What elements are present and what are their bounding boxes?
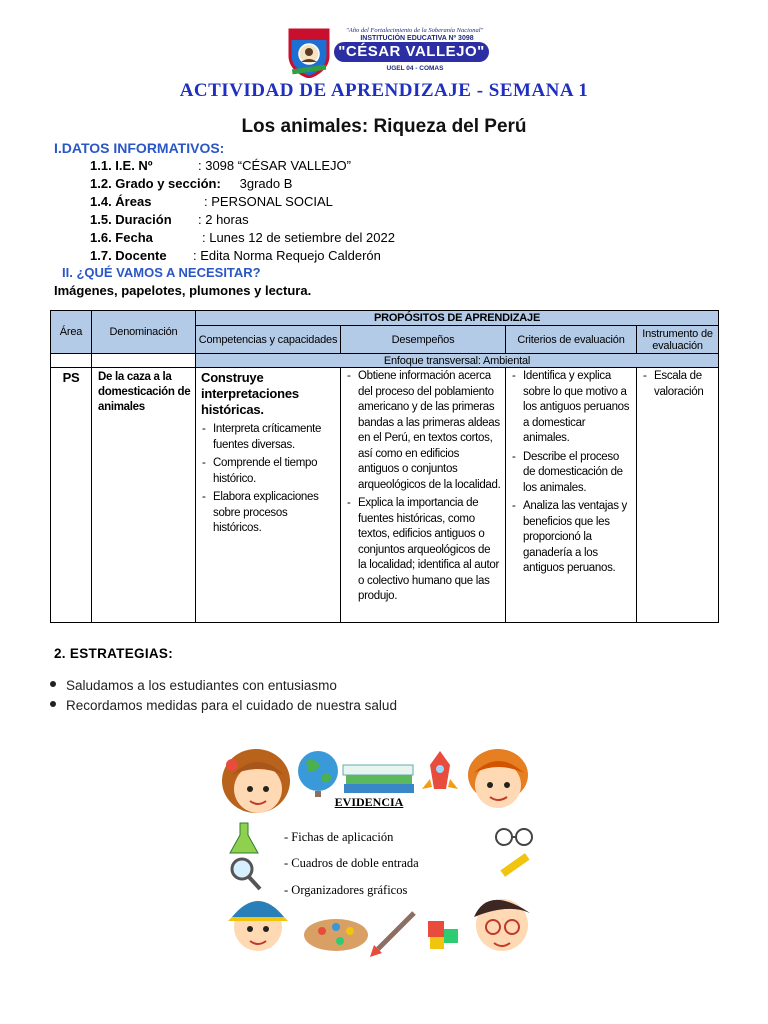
- instrumento-cell: [637, 368, 719, 623]
- header-propositos: PROPÓSITOS DE APRENDIZAJE: [196, 311, 719, 326]
- list-item: - Analiza las ventajas y beneficios que les proporcionó la ganadería a los antiguos peruanos.: [512, 499, 632, 577]
- globe-icon: [298, 751, 338, 797]
- header-competencias: Competencias y capacidades: [196, 326, 341, 354]
- list-item: [50, 678, 337, 693]
- magnifier-icon: [232, 859, 260, 889]
- list-item: [50, 698, 397, 713]
- header-instrumento: Instrumento de evaluación: [637, 326, 719, 354]
- header-criterios: Criterios de evaluación: [506, 326, 637, 354]
- list-item: - Describe el proceso de domesticación de los animales.: [512, 450, 632, 497]
- info-label: 1.1. I.E. Nº: [90, 158, 153, 173]
- empty-cell: [92, 354, 196, 368]
- list-item: - Elabora explicaciones sobre procesos históricos.: [202, 490, 336, 537]
- info-row-ie: [90, 158, 351, 173]
- learning-purposes-table: [50, 310, 719, 623]
- materials-text: Imágenes, papelotes, plumones y lectura.: [54, 283, 312, 298]
- info-row-duracion: [90, 212, 249, 227]
- pencil-icon: [500, 853, 529, 877]
- list-item: - Cuadros de doble entrada: [284, 856, 419, 870]
- strategy-text: Saludamos a los estudiantes con entusiasmo: [66, 678, 337, 693]
- empty-cell: [51, 354, 92, 368]
- rocket-icon: [422, 751, 458, 789]
- books-icon: [343, 765, 414, 793]
- bullet-icon: [50, 681, 56, 687]
- info-row-fecha: [90, 230, 395, 245]
- info-value: 3grado B: [236, 176, 293, 191]
- list-item: - Obtiene información acerca del proceso del poblamiento americano y de las primeras bandas a las primeras aldeas en el Perú, en textos cortos, así como en edificios antiguos o conjuntos arqueológicos de la localidad.: [347, 369, 501, 493]
- strategy-text: Recordamos medidas para el cuidado de nuestra salud: [66, 698, 397, 713]
- palette-icon: [304, 919, 368, 951]
- school-motto: "Año del Fortalecimiento de la Soberanía Nacional": [346, 27, 484, 34]
- area-cell: PS: [51, 368, 92, 623]
- boy-glasses-icon: [474, 899, 530, 951]
- ugel-label: UGEL 04 - COMAS: [386, 65, 444, 72]
- header-desempenos: Desempeños: [341, 326, 506, 354]
- denominacion-cell: De la caza a la domesticación de animales: [92, 368, 196, 623]
- info-value: : 3098 “CÉSAR VALLEJO”: [198, 158, 351, 173]
- list-item: - Identifica y explica sobre lo que motivo a los antiguos peruanos a domesticar animales.: [512, 369, 632, 447]
- info-value: : 2 horas: [198, 212, 249, 227]
- desempenos-cell: [341, 368, 506, 623]
- criterios-list: [506, 369, 636, 577]
- list-item: - Comprende el tiempo histórico.: [202, 456, 336, 487]
- competencia-title: Construye interpretaciones históricas.: [201, 370, 299, 417]
- glasses-icon: [496, 829, 532, 845]
- info-row-docente: [90, 248, 381, 263]
- info-label: 1.5. Duración: [90, 212, 172, 227]
- header-area: Área: [51, 311, 92, 354]
- boy-face-icon: [468, 749, 528, 808]
- bullet-icon: [50, 701, 56, 707]
- header-denominacion: Denominación: [92, 311, 196, 354]
- list-item: - Fichas de aplicación: [284, 830, 394, 844]
- page-title: Los animales: Riqueza del Perú: [241, 116, 527, 137]
- table-row: [51, 368, 719, 623]
- evidence-frame: [218, 745, 548, 960]
- list-item: - Interpreta críticamente fuentes diversas.: [202, 422, 336, 453]
- datos-section-title: I.DATOS INFORMATIVOS:: [54, 140, 225, 156]
- paintbrush-icon: [370, 913, 414, 957]
- list-item: - Escala de valoración: [643, 369, 714, 400]
- info-row-areas: [90, 194, 333, 209]
- desempenos-list: [341, 369, 505, 605]
- school-shield-icon: [286, 26, 332, 78]
- capacidades-list: [196, 422, 340, 537]
- school-brand: "CÉSAR VALLEJO": [334, 42, 489, 62]
- evidence-box: [264, 795, 474, 910]
- activity-title: ACTIVIDAD DE APRENDIZAJE - SEMANA 1: [179, 80, 589, 101]
- info-value: : PERSONAL SOCIAL: [204, 194, 333, 209]
- flask-icon: [230, 823, 258, 853]
- info-label: 1.6. Fecha: [90, 230, 153, 245]
- info-label: 1.2. Grado y sección:: [90, 176, 221, 191]
- criterios-cell: [506, 368, 637, 623]
- instrumento-list: [637, 369, 718, 400]
- info-row-grado: [90, 176, 292, 191]
- list-item: - Explica la importancia de fuentes históricas, como textos, edificios antiguos o conjuntos arqueológicos de la localidad; identifica al autor o colectivo humano que las produjo.: [347, 496, 501, 605]
- school-logo: [284, 24, 490, 84]
- evidence-title: EVIDENCIA: [334, 795, 404, 809]
- info-label: 1.4. Áreas: [90, 194, 152, 209]
- info-label: 1.7. Docente: [90, 248, 167, 263]
- info-value: : Lunes 12 de setiembre del 2022: [202, 230, 395, 245]
- necesitar-section-title: II. ¿QUÉ VAMOS A NECESITAR?: [62, 265, 261, 280]
- competencias-cell: [196, 368, 341, 623]
- list-item: - Organizadores gráficos: [284, 883, 408, 897]
- info-value: : Edita Norma Requejo Calderón: [193, 248, 381, 263]
- estrategias-title: 2. ESTRATEGIAS:: [54, 646, 174, 661]
- header-enfoque: Enfoque transversal: Ambiental: [196, 354, 719, 368]
- puzzle-icon: [428, 921, 458, 949]
- institution-name: INSTITUCIÓN EDUCATIVA Nº 3098: [360, 35, 474, 42]
